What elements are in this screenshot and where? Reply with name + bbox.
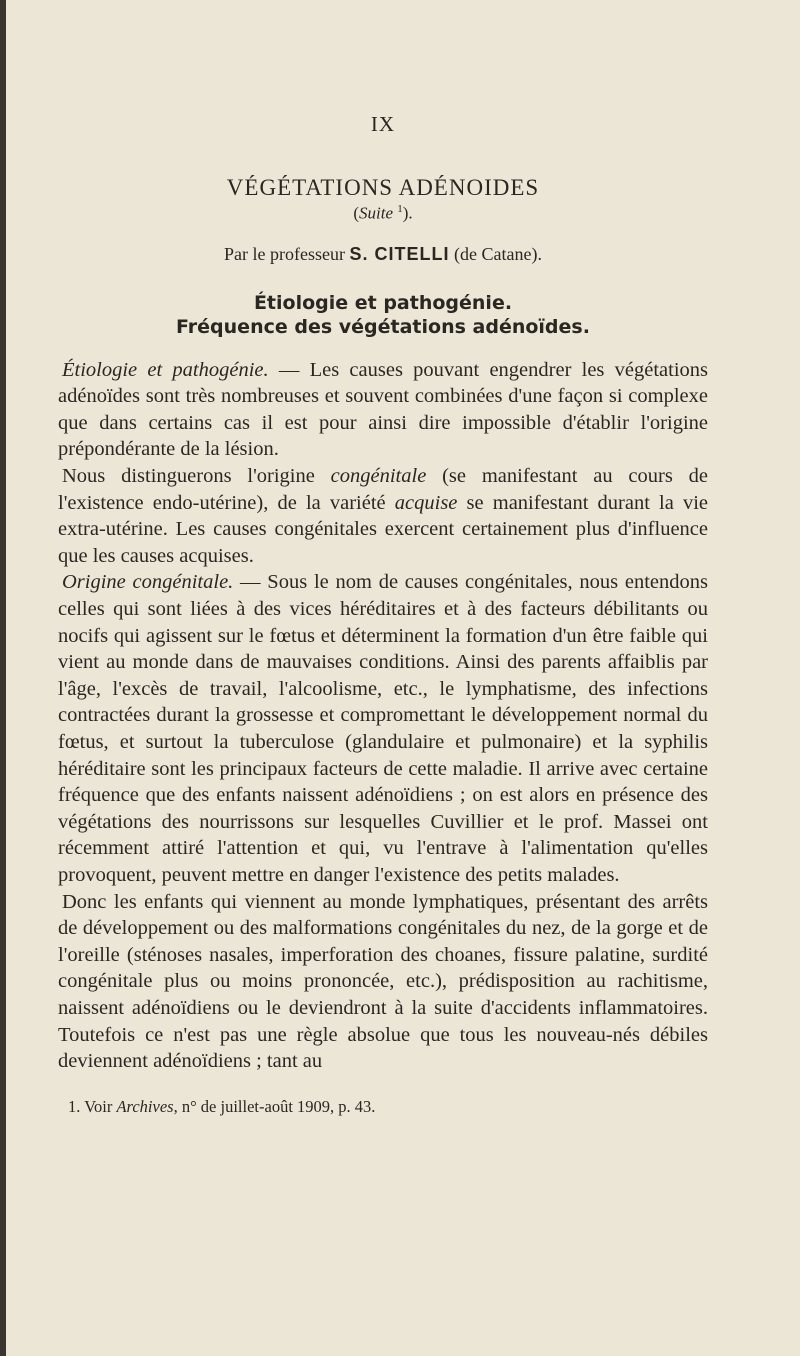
paragraph-2	[58, 463, 708, 569]
footnote-archives: Archives	[116, 1096, 174, 1116]
footnote	[58, 1097, 708, 1117]
section-heading-2: Fréquence des végétations adénoïdes.	[176, 315, 590, 338]
paragraph-3-text: — Sous le nom de causes congénitales, nous entendons celles qui sont liées à des vices héréditaires et à des facteurs débilitants ou nocifs qui agissent sur le fœtus et déterminent la formation d'un être faible qui vient au monde dans de mauvaises conditions. Ainsi des parents affaiblis par l'âge, l'excès de travail, l'alcoolisme, etc., le lymphatisme, des infections contractées durant la grossesse et compromettant le développement normal du fœtus, et surtout la tuberculose (glandulaire et pulmonaire) et la syphilis héréditaire sont les principaux facteurs de cette maladie. Il arrive avec certaine fréquence que des enfants naissent adénoïdiens ; on est alors en présence des végétations des nourrissons sur lesquelles Cuvillier et le prof. Massei ont récemment attiré l'attention et qui, vu l'entrave à l'alimentation qu'elles provoquent, peuvent mettre en danger l'existence des petits malades.	[58, 571, 709, 886]
suite-word: Suite	[359, 203, 393, 223]
paragraph-2-em-congenitale: congénitale	[330, 465, 427, 488]
footnote-marker: 1	[397, 203, 403, 215]
paragraph-2-part-a: Nous distinguerons l'origine	[62, 465, 331, 488]
footnote-text-a: Voir	[84, 1096, 117, 1116]
scan-edge	[0, 0, 6, 1356]
suite-note: (Suite $^1$).	[353, 203, 413, 223]
footnote-number: 1.	[68, 1096, 81, 1116]
byline	[58, 244, 708, 265]
paragraph-2-em-acquise: acquise	[394, 491, 458, 514]
paragraph-1	[58, 357, 708, 463]
article-title: VÉGÉTATIONS ADÉNOIDES	[226, 175, 540, 200]
chapter-number: IX	[370, 112, 396, 136]
footnote-text-b: , n° de juillet-août 1909, p. 43.	[173, 1096, 376, 1116]
paragraph-3	[58, 569, 708, 888]
paragraph-4: Donc les enfants qui viennent au monde lymphatiques, présentant des arrêts de développement ou des malformations congénitales du nez, de la gorge et de l'oreille (sténoses nasales, imperforation des choanes, fissure palatine, surdité congénitale plus ou moins prononcée, etc.), prédisposition au rachitisme, naissent adénoïdiens ou le deviendront à la suite d'accidents inflammatoires. Toutefois ce n'est pas une règle absolue que tous les nouveau-nés débiles deviennent adénoïdiens ; tant au	[58, 890, 708, 1073]
byline-prefix: Par le professeur	[224, 243, 345, 264]
paragraph-3-lead: Origine congénitale.	[62, 571, 234, 594]
author-name: S. CITELLI	[349, 243, 450, 264]
byline-suffix: (de Catane).	[454, 243, 542, 264]
paragraph-1-text: — Les causes pouvant engendrer les végétations adénoïdes sont très nombreuses et souvent combinées d'une façon si complexe que dans certains cas il est pour ainsi dire impossible d'établir l'origine prépondérante de la lésion.	[58, 358, 708, 461]
document-page	[58, 112, 708, 1117]
section-heading-1: Étiologie et pathogénie.	[253, 291, 513, 314]
paragraph-1-lead: Étiologie et pathogénie.	[62, 358, 269, 381]
paragraph-2-part-b: (se manifestant au cours de l'existence endo-utérine), de la variété	[58, 465, 708, 514]
paragraph-2-part-c: se manifestant durant la vie extra-utérine. Les causes congénitales exercent certainement plus d'influence que les causes acquises.	[58, 491, 708, 567]
